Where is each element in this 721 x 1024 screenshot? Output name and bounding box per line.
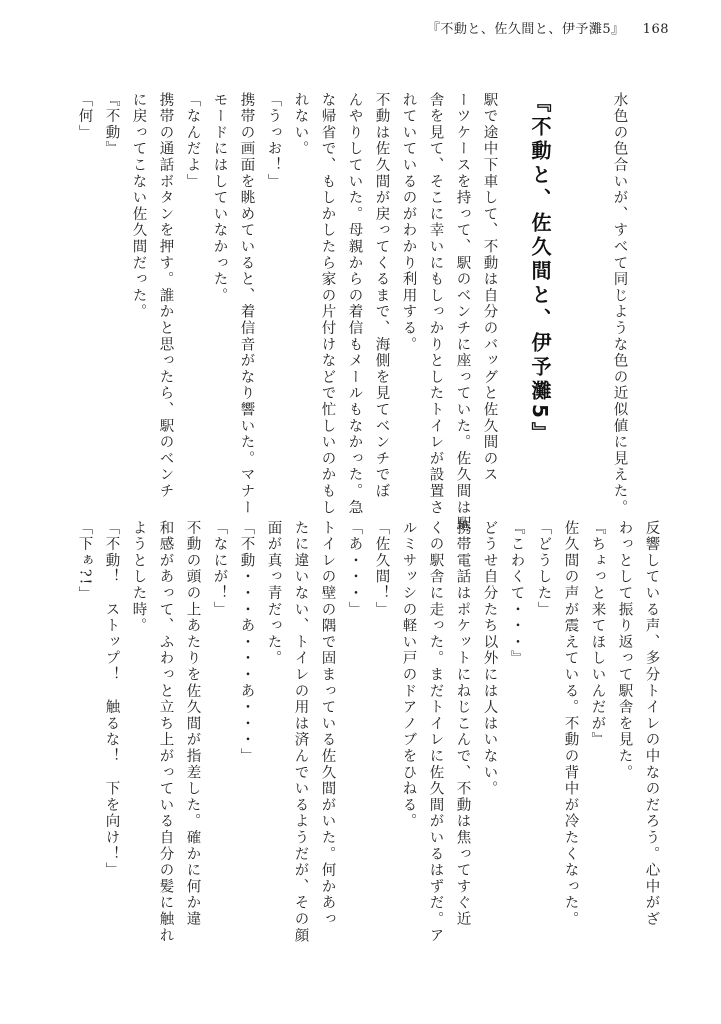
lower-col-1: 反響している声、多分トイレの中なのだろう。心中がざ	[643, 520, 660, 928]
upper-col-16: 『不動』	[103, 92, 120, 158]
upper-col-6: 不動は佐久間が戻ってくるまで、海側を見てベンチでぼ	[373, 92, 390, 500]
lower-col-16: 「不動・・・あ・・・あ・・・」	[238, 520, 255, 765]
upper-col-9: れない。	[292, 92, 309, 158]
upper-col-3: ーツケースを持って、駅のベンチに座っていた。佐久間は駅	[454, 92, 471, 533]
upper-col-14: 携帯の通話ボタンを押す。誰かと思ったら、駅のベンチ	[157, 92, 174, 500]
lower-col-4: 佐久間の声が震えている。不動の背中が冷たくなった。	[562, 520, 579, 928]
upper-col-5: れていているのがわかり利用する。	[400, 92, 417, 353]
lower-col-7: どうせ自分たち以外には人はいない。	[481, 520, 498, 798]
upper-col-15: に戻ってこない佐久間だった。	[130, 92, 147, 321]
upper-col-11: 携帯の画面を眺めていると、着信音がなり響いた。マナー	[238, 92, 255, 516]
lower-col-2: わっとして振り返って駅舎を見た。	[616, 520, 633, 781]
upper-col-2: 駅で途中下車して、不動は自分のバッグと佐久間のス	[481, 92, 498, 484]
lower-col-12: 「あ・・・」	[346, 520, 363, 618]
lower-col-10: ルミサッシの軽い戸のドアノブをひねる。	[400, 520, 417, 830]
lower-col-5: 「どうした」	[535, 520, 552, 618]
running-head	[427, 18, 669, 37]
upper-col-17: 「何」	[76, 92, 93, 141]
lower-col-14: たに違いない、トイレの用は済んでいるようだが、その顔	[292, 520, 309, 944]
lower-col-22: 「下ぁ?!」	[76, 520, 93, 603]
upper-col-10: 「うっお！」	[265, 92, 282, 190]
upper-col-13: 「なんだよ」	[184, 92, 201, 190]
lower-col-17: 「なにが！」	[211, 520, 228, 618]
upper-col-1: 水色の色合いが、すべて同じような色の近似値に見えた。	[611, 92, 628, 516]
running-head-title: 『不動と、佐久間と、伊予灘5』	[426, 22, 625, 37]
upper-col-7: んやりしていた。母親からの着信もメールもなかった。急	[346, 92, 363, 516]
upper-col-12: モードにはしていなかった。	[211, 92, 228, 304]
lower-col-6: 『こわくて・・・』	[508, 520, 525, 667]
lower-col-19: 和感があって、ふわっと立ち上がっている自分の髪に触れ	[157, 520, 174, 944]
upper-col-8: な帰省で、もしかしたら家の片付けなどで忙しいのかもし	[319, 92, 336, 516]
lower-col-13: トイレの壁の隅で固まっている佐久間がいた。何かあっ	[319, 520, 336, 928]
lower-col-9: くの駅舎に走った。まだトイレに佐久間がいるはずだ。ア	[427, 520, 444, 944]
lower-col-11: 「佐久間！」	[373, 520, 390, 618]
lower-col-21: 「不動！ ストップ！ 触るな！ 下を向け！」	[103, 520, 120, 879]
chapter-heading: 『不動と、佐久間と、伊予灘5』	[528, 92, 552, 446]
lower-col-15: 面が真っ青だった。	[265, 520, 282, 667]
lower-col-18: 不動の頭の上あたりを佐久間が指差した。確かに何か違	[184, 520, 201, 928]
lower-col-8: 携帯電話はポケットにねじこんで、不動は焦ってすぐ近	[454, 520, 471, 928]
lower-col-20: ようとした時。	[130, 520, 147, 635]
lower-col-3: 『ちょっと来てほしいんだが』	[589, 520, 606, 749]
page-number: 168	[642, 22, 669, 37]
upper-col-4: 舎を見て、そこに幸いにもしっかりとしたトイレが設置さ	[427, 92, 444, 516]
